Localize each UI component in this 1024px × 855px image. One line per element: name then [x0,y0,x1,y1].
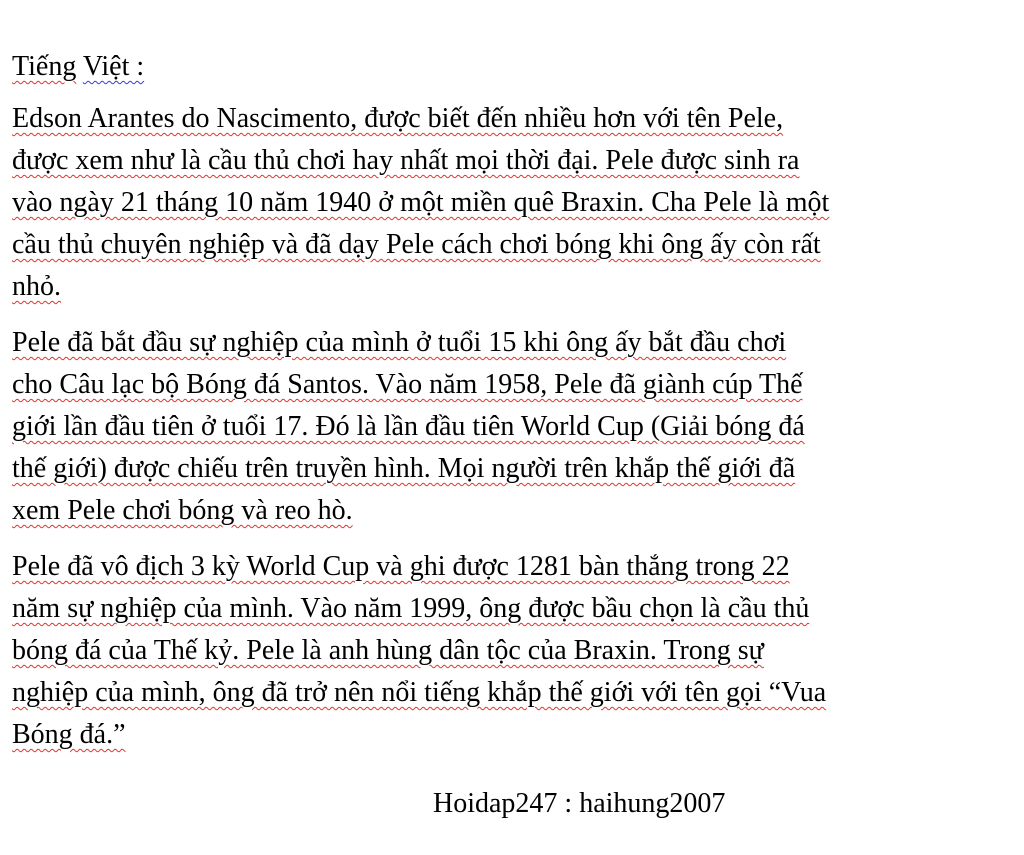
paragraph-line: nhỏ. [12,271,61,302]
paragraph-line: nghiệp của mình, ông đã trở nên nổi tiếng khắp thế giới với tên gọi “Vua [12,677,827,708]
document-heading [12,46,1012,88]
paragraph-1 [12,98,1012,308]
paragraph-2 [12,322,1012,532]
paragraph-line: cho Câu lạc bộ Bóng đá Santos. Vào năm 1958, Pele đã giành cúp Thế [12,369,803,400]
paragraph-3 [12,546,1012,756]
paragraph-line: Pele đã vô địch 3 kỳ World Cup và ghi được 1281 bàn thắng trong 22 [12,551,790,582]
paragraph-line: vào ngày 21 tháng 10 năm 1940 ở một miền quê Braxin. Cha Pele là một [12,187,830,218]
paragraph-line: cầu thủ chuyên nghiệp và đã dạy Pele cách chơi bóng khi ông ấy còn rất [12,229,821,260]
paragraph-line: Bóng đá.” [12,719,126,750]
paragraph-line: bóng đá của Thế kỷ. Pele là anh hùng dân tộc của Braxin. Trong sự [12,635,764,666]
paragraph-line: Edson Arantes do Nascimento, được biết đến nhiều hơn với tên Pele, [12,103,784,134]
paragraph-line: xem Pele chơi bóng và reo hò. [12,495,353,526]
paragraph-line: năm sự nghiệp của mình. Vào năm 1999, ông được bầu chọn là cầu thủ [12,593,810,624]
heading-rest: Việt : [82,51,145,82]
heading-word: Tiếng [12,51,77,82]
paragraph-line: được xem như là cầu thủ chơi hay nhất mọi thời đại. Pele được sinh ra [12,145,800,176]
paragraph-line: giới lần đầu tiên ở tuổi 17. Đó là lần đầu tiên World Cup (Giải bóng đá [12,411,805,442]
paragraph-line: Pele đã bắt đầu sự nghiệp của mình ở tuổi 15 khi ông ấy bắt đầu chơi [12,327,787,358]
credit-line: Hoidap247 : haihung2007 [433,788,726,819]
paragraph-line: thế giới) được chiếu trên truyền hình. Mọi người trên khắp thế giới đã [12,453,796,484]
document-body [12,46,1012,770]
